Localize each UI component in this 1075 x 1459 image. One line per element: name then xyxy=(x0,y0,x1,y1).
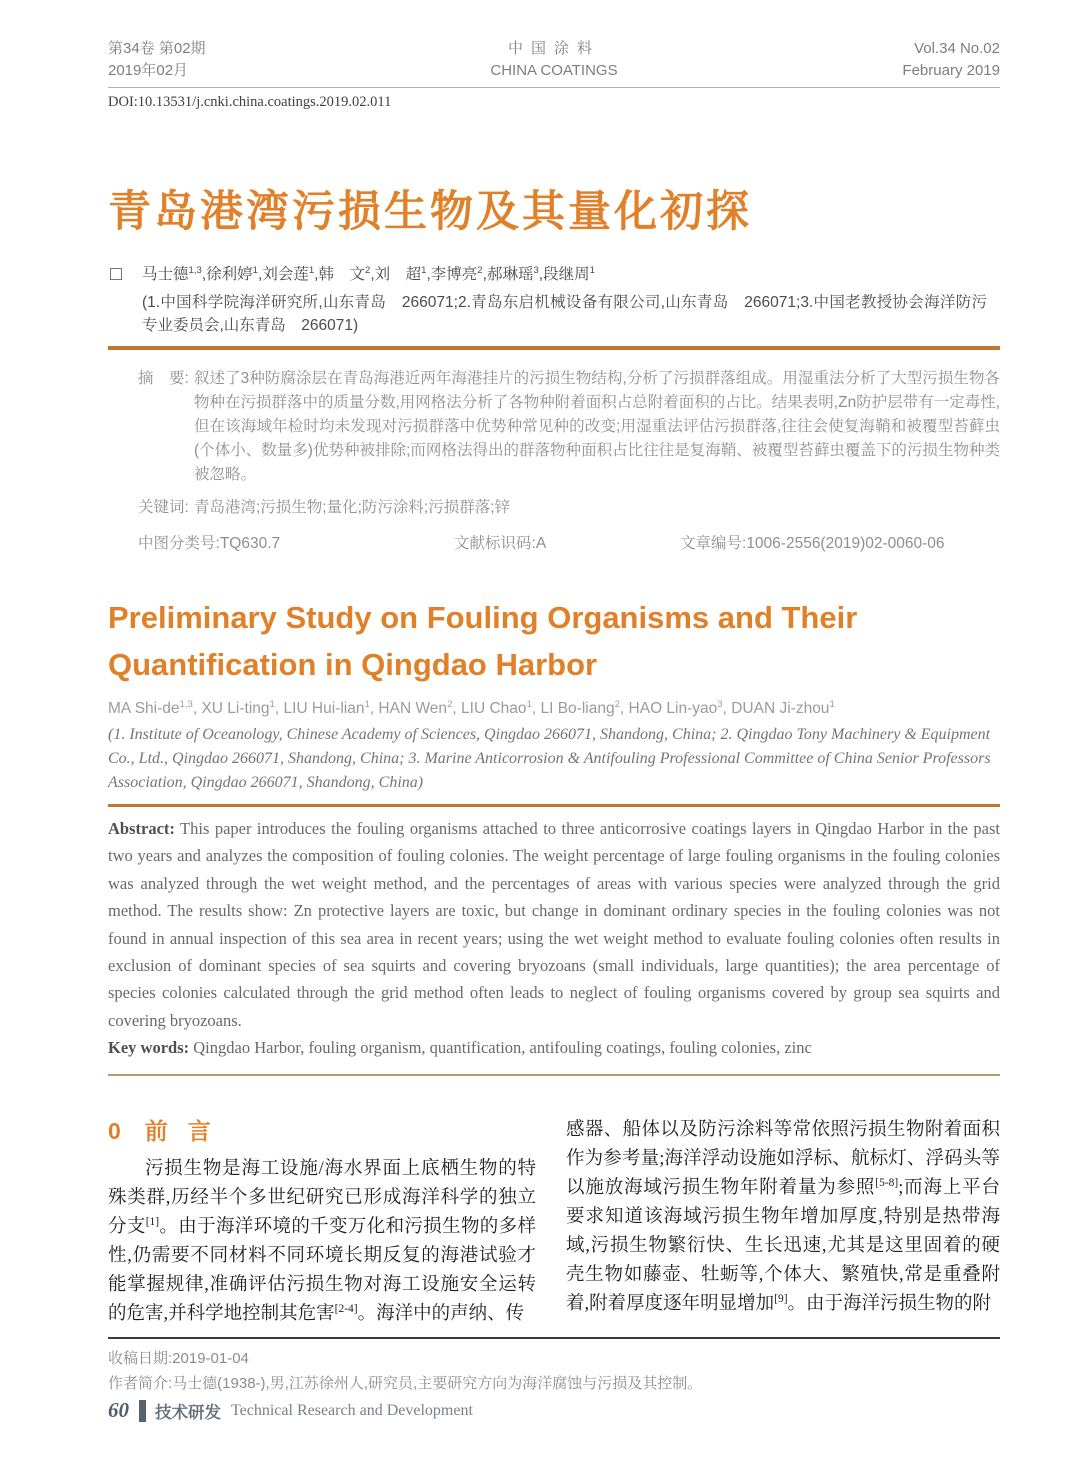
english-title-divider-rule xyxy=(108,804,1000,807)
section-number: 0 xyxy=(108,1117,121,1144)
author-bio-label: 作者简介: xyxy=(108,1374,173,1392)
volume-issue-cn: 第34卷 第02期 xyxy=(108,40,206,57)
intro-left-column xyxy=(108,1116,536,1329)
clc-label: 中图分类号: xyxy=(138,535,220,552)
date-cn: 2019年02月 xyxy=(108,62,189,79)
header-volume-cn xyxy=(108,38,206,82)
section-title: 前言 xyxy=(144,1117,231,1144)
keywords-en: Qingdao Harbor, fouling organism, quantification, antifouling coatings, fouling colonies, zinc xyxy=(189,1038,812,1058)
author-bio-value: 马士德(1938-),男,江苏徐州人,研究员,主要研究方向为海洋腐蚀与污损及其控制。 xyxy=(172,1374,703,1392)
article-title-en-line2: Quantification in Qingdao Harbor xyxy=(108,647,598,682)
intro-columns xyxy=(108,1116,1000,1329)
section-heading xyxy=(108,1116,536,1146)
page-number: 60 xyxy=(108,1398,129,1422)
header-volume-en xyxy=(902,38,1000,82)
article-id-value: 1006-2556(2019)02-0060-06 xyxy=(746,535,945,552)
doc-code-label: 文献标识码: xyxy=(454,535,536,552)
date-en: February 2019 xyxy=(902,62,1000,79)
abstract-en xyxy=(108,815,1000,1034)
footnote-divider-rule xyxy=(108,1337,1000,1339)
doc-code-item xyxy=(454,532,680,556)
intro-right-column xyxy=(566,1116,1000,1329)
abstract-row-cn xyxy=(138,367,1000,487)
clc-item xyxy=(138,532,454,556)
doi-text: DOI:10.13531/j.cnki.china.coatings.2019.02.011 xyxy=(108,94,392,110)
header-divider-rule xyxy=(108,87,1000,88)
intro-paragraph-left: 污损生物是海工设施/海水界面上底栖生物的特殊类群,历经半个多世纪研究已形成海洋科学的独立分支[1]。由于海洋环境的千变万化和污损生物的多样性,仍需要不同材料不同环境长期反复的海港试验才能掌握规律,准确评估污损生物对海工设施安全运转的危害,并科学地控制其危害[2-4]。海洋中的声纳、传 xyxy=(108,1158,536,1324)
author-marker-box-icon xyxy=(110,268,122,280)
doc-code-value: A xyxy=(535,535,547,552)
authors-row-cn xyxy=(108,264,1000,286)
authors-en: MA Shi-de$^{1,3}$, XU Li-ting$^1$, LIU Hui-lian$^1$, HAN Wen$^2$, LIU Chao$^1$, LI Bo-liang$^2$, HAO Lin-yao$^3$, DUAN Ji-zhou$^1$ xyxy=(108,698,835,717)
article-title-cn: 青岛港湾污损生物及其量化初探 xyxy=(108,188,752,236)
footnotes-block xyxy=(108,1346,1000,1396)
keywords-label-en: Key words: xyxy=(108,1038,190,1058)
keywords-label-cn: 关键词: xyxy=(138,499,189,516)
article-id-item xyxy=(680,532,945,556)
title-divider-rule xyxy=(108,346,1000,350)
abstract-text-cn: 叙述了3种防腐涂层在青岛海港近两年海港挂片的污损生物结构,分析了污损群落组成。用湿重法分析了大型污损生物各物种在污损群落中的质量分数,用网格法分析了各物种附着面积占总附着面积的占比。结果表明,Zn防护层带有一定毒性,但在该海域年检时均未发现对污损群落中优势种常见种的改变;用湿重法评估污损群落,往往会使复海鞘和被覆型苔藓虫(个体小、数量多)优势种被排除;而网格法得出的群落物种面积占比往往是复海鞘、被覆型苔藓虫覆盖下的污损生物种类被忽略。 xyxy=(194,370,1001,483)
received-date-label: 收稿日期: xyxy=(108,1349,173,1367)
abstract-divider-rule xyxy=(108,1074,1000,1076)
abstract-label-cn: 摘 要: xyxy=(138,370,189,387)
keywords-row-cn xyxy=(138,496,1000,520)
volume-issue-en: Vol.34 No.02 xyxy=(914,40,1000,57)
keywords-cn: 青岛港湾;污损生物;量化;防污涂料;污损群落;锌 xyxy=(194,499,511,516)
footer-section-cn: 技术研发 xyxy=(155,1403,221,1422)
intro-paragraph-right: 感器、船体以及防污涂料等常依照污损生物附着面积作为参考量;海洋浮动设施如浮标、航标灯、浮码头等以施放海域污损生物年附着量为参照[5-8];而海上平台要求知道该海域污损生物年增加厚度,特别是热带海域,污损生物繁衍快、生长迅速,尤其是这里固着的硬壳生物如藤壶、牡蛎等,个体大、繁殖快,常是重叠附着,附着厚度逐年明显增加[9]。由于海洋污损生物的附 xyxy=(566,1119,1000,1314)
affiliation-en: (1. Institute of Oceanology, Chinese Academy of Sciences, Qingdao 266071, Shandong, China; 2. Qingdao Tony Machinery & Equipment Co., Ltd., Qingdao 266071, Shandong, China; 3. Marine Anticorrosion & Antifouling Professional Committee of China Senior Professors Association, Qingdao 266071, Shandong, China) xyxy=(108,726,991,791)
chinese-meta-block xyxy=(138,367,1000,556)
footer-section-en: Technical Research and Development xyxy=(231,1401,473,1419)
received-date-row xyxy=(108,1346,1000,1371)
article-title-en xyxy=(108,594,1000,688)
keywords-en-row xyxy=(108,1034,1000,1061)
header-journal-name xyxy=(490,38,617,82)
classification-row xyxy=(138,532,1000,556)
footer-divider-bar xyxy=(139,1400,146,1422)
abstract-text-en: This paper introduces the fouling organisms attached to three anticorrosive coatings layers in Qingdao Harbor in the past two years and analyzes the composition of fouling colonies. The weight percentage of large fouling organisms in the fouling colonies was analyzed through the wet weight method, and the percentages of areas with various species were analyzed through the grid method. The results show: Zn protective layers are toxic, but change in dominant ordinary species in the fouling colonies was not found in annual inspection of this sea area in recent years; using the wet weight method to evaluate fouling colonies often results in exclusion of dominant species of sea squirts and covering bryozoans (small individuals, large quantities); the area percentage of species colonies calculated through the grid method often leads to neglect of fouling organisms covered by group sea squirts and covering bryozoans. xyxy=(108,819,1000,1030)
journal-header xyxy=(108,38,1000,82)
affiliation-cn: (1.中国科学院海洋研究所,山东青岛 266071;2.青岛东启机械设备有限公司,山东青岛 266071;3.中国老教授协会海洋防污专业委员会,山东青岛 266071) xyxy=(142,294,987,334)
journal-name-en: CHINA COATINGS xyxy=(490,62,618,79)
article-id-label: 文章编号: xyxy=(680,535,747,552)
author-bio-row xyxy=(108,1371,1000,1396)
authors-cn: 马士德$^{1,3}$,徐利婷$^1$,刘会莲$^1$,韩 文$^2$,刘 超$^1$,李博亮$^2$,郝琳瑶$^3$,段继周$^1$ xyxy=(142,264,595,283)
page-footer xyxy=(108,1398,473,1423)
received-date-value: 2019-01-04 xyxy=(172,1349,249,1367)
abstract-label-en: Abstract: xyxy=(108,819,175,838)
journal-name-cn: 中国涂料 xyxy=(507,40,600,57)
clc-value: TQ630.7 xyxy=(219,535,281,552)
article-title-en-line1: Preliminary Study on Fouling Organisms and Their xyxy=(108,600,858,635)
